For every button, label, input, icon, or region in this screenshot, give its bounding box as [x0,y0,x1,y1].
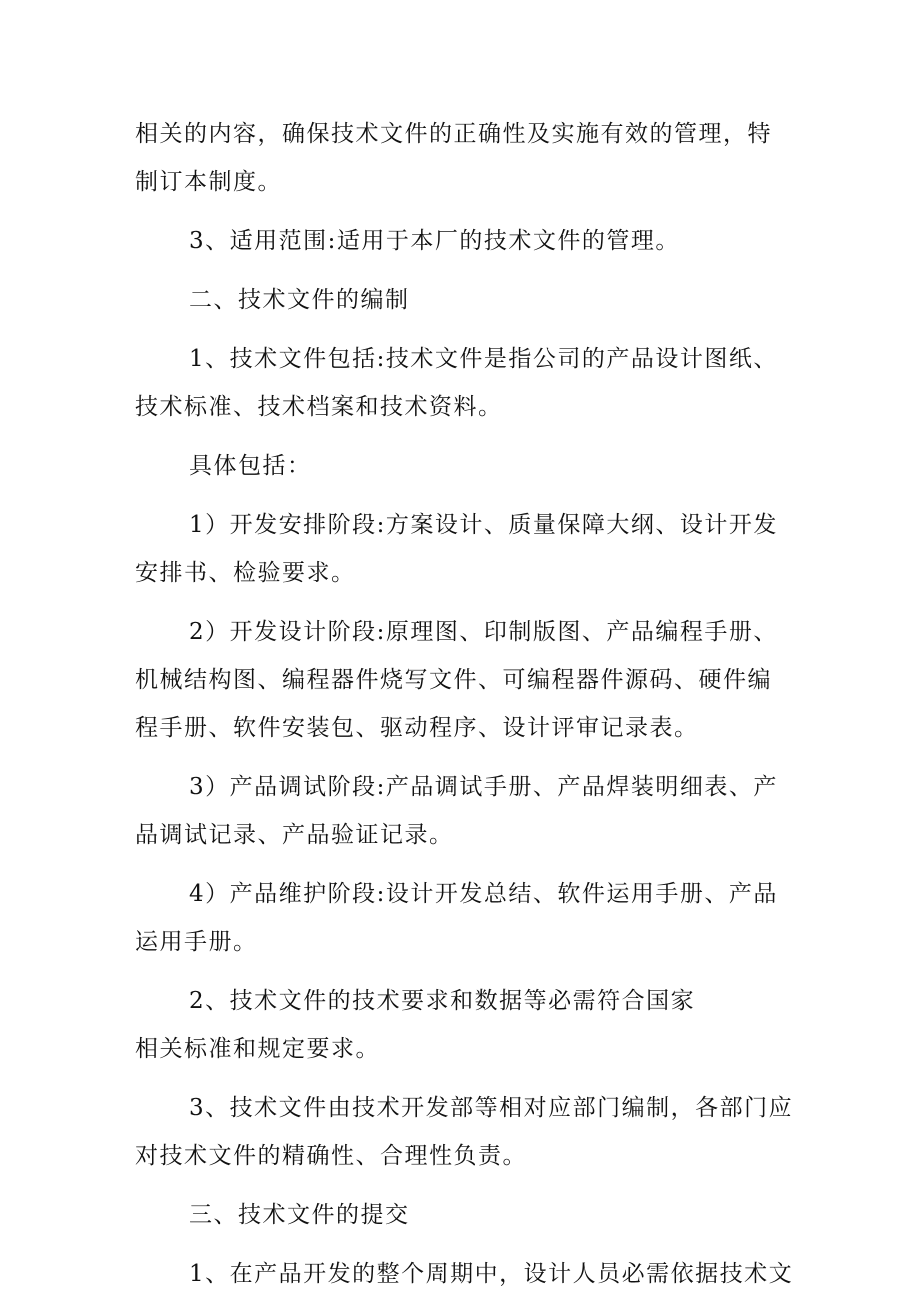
document-body [135,110,795,1309]
text-line: 技术标准、技术档案和技术资料。 [135,394,503,420]
paragraph-responsibility [135,1084,795,1180]
text-line: 程手册、软件安装包、驱动程序、设计评审记录表。 [135,715,699,741]
paragraph-doc-definition [135,335,795,431]
text-line: 制订本制度。 [135,169,282,195]
list-item-maintenance-stage [135,870,795,966]
list-item-planning-stage [135,501,795,597]
text-line: 对技术文件的精确性、合理性负责。 [135,1143,527,1169]
text-line: 3、适用范围:适用于本厂的技术文件的管理。 [189,228,680,254]
text-line: 安排书、检验要求。 [135,560,356,586]
list-item-design-stage [135,608,795,752]
paragraph-submission-rule [135,1250,795,1298]
text-line: 机械结构图、编程器件烧写文件、可编程器件源码、硬件编 [135,667,772,693]
text-line: 品调试记录、产品验证记录。 [135,822,454,848]
text-line: 相关的内容，确保技术文件的正确性及实施有效的管理，特 [135,121,772,147]
text-line: 1）开发安排阶段:方案设计、质量保障大纲、设计开发 [189,512,778,538]
paragraph-standards-requirement [135,977,795,1073]
text-line: 2、技术文件的技术要求和数据等必需符合国家 [189,988,696,1014]
paragraph-specifics-intro [135,442,795,490]
section-heading-compilation [135,276,795,324]
text-line: 相关标准和规定要求。 [135,1036,380,1062]
text-line: 3、技术文件由技术开发部等相对应部门编制，各部门应 [189,1095,794,1121]
text-line: 1、在产品开发的整个周期中，设计人员必需依据技术文 [189,1261,794,1287]
list-item-debug-stage [135,763,795,859]
text-line: 4）产品维护阶段:设计开发总结、软件运用手册、产品 [189,881,778,907]
text-line: 2）开发设计阶段:原理图、印制版图、产品编程手册、 [189,619,778,645]
text-line: 运用手册。 [135,929,258,955]
text-line: 1、技术文件包括:技术文件是指公司的产品设计图纸、 [189,346,778,372]
text-line: 二、技术文件的编制 [189,287,410,313]
text-line: 三、技术文件的提交 [189,1202,410,1228]
section-heading-submission [135,1191,795,1239]
paragraph-scope [135,217,795,265]
paragraph-purpose-continued [135,110,795,206]
text-line: 3）产品调试阶段:产品调试手册、产品焊装明细表、产 [189,774,778,800]
text-line: 具体包括： [189,453,312,479]
